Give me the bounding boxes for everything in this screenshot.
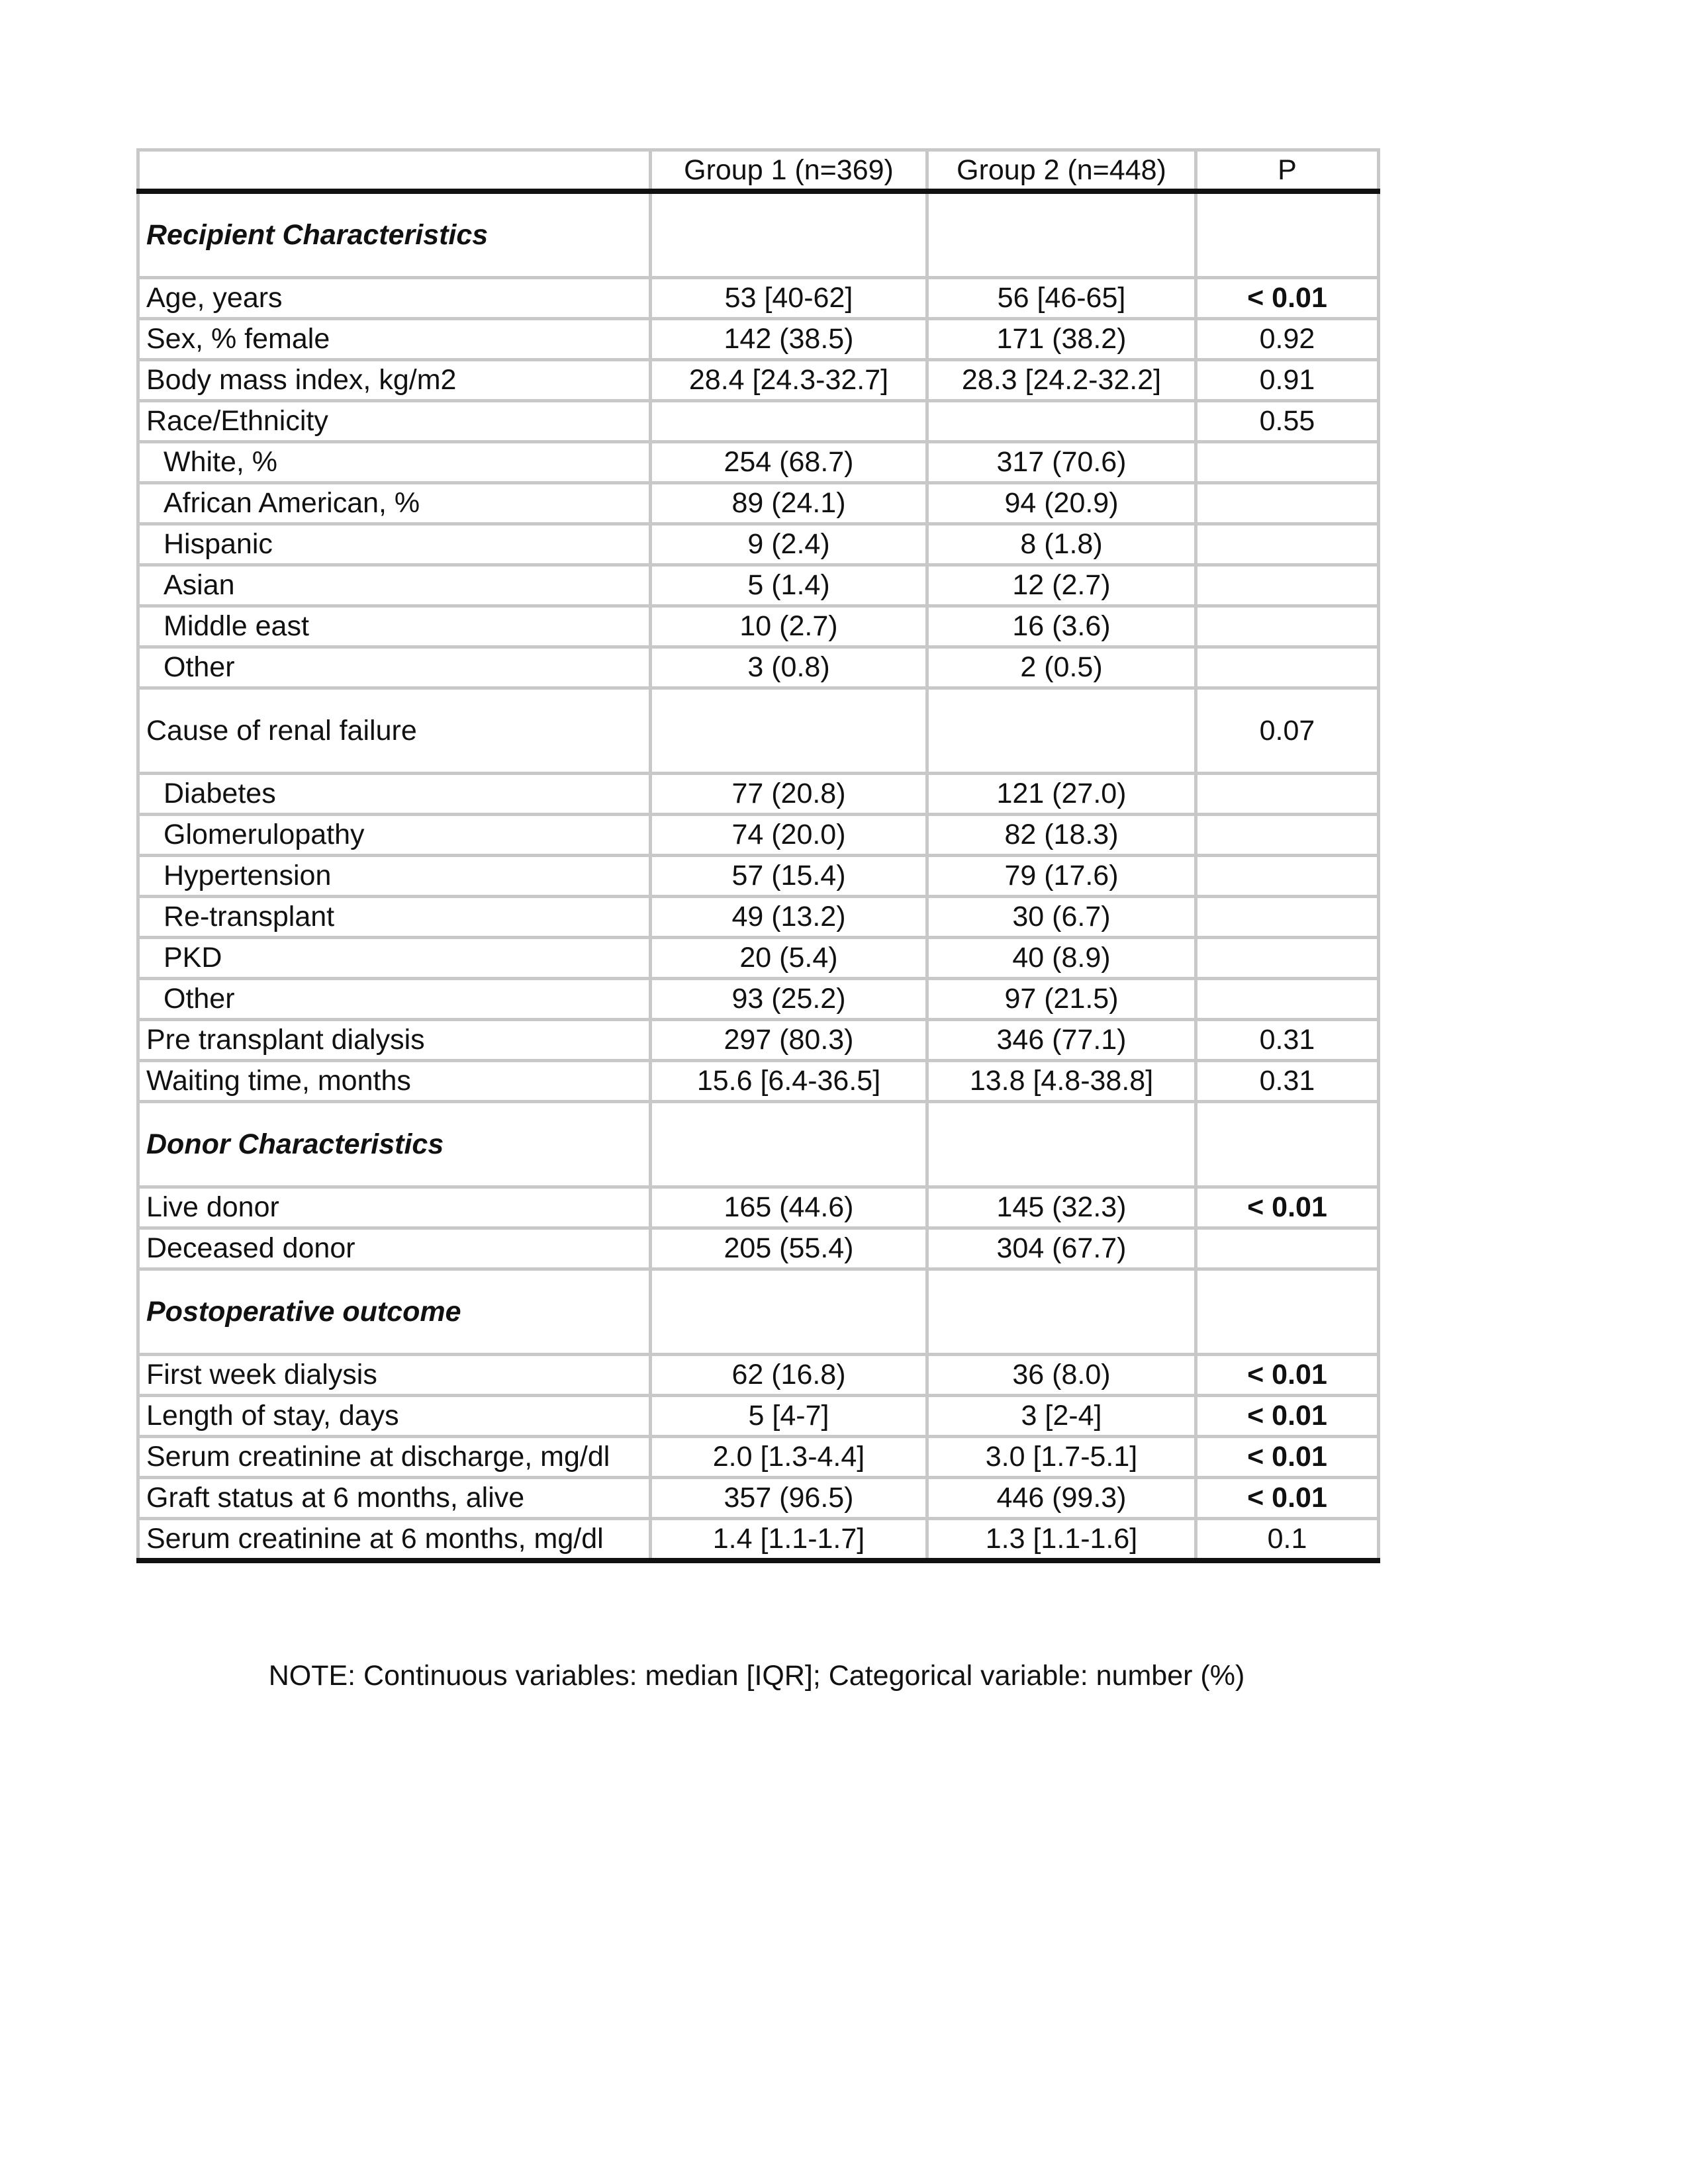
group-2-value-cell: 3.0 [1.7-5.1] [927, 1437, 1196, 1478]
group-1-value-cell: 297 (80.3) [651, 1020, 927, 1061]
p-value-cell [1196, 647, 1379, 688]
group-1-value-cell: 357 (96.5) [651, 1478, 927, 1519]
p-value-cell [1196, 897, 1379, 938]
p-value-cell [1196, 483, 1379, 524]
header-row [138, 150, 1379, 192]
p-value-cell: < 0.01 [1196, 1396, 1379, 1437]
group-1-value-cell: 15.6 [6.4-36.5] [651, 1061, 927, 1102]
p-value-cell: 0.07 [1196, 688, 1379, 774]
table-row [138, 524, 1379, 565]
group-2-value-cell: 304 (67.7) [927, 1228, 1196, 1269]
p-value-cell: 0.31 [1196, 1061, 1379, 1102]
table-body [138, 191, 1379, 1561]
row-label-cell: Hispanic [138, 524, 651, 565]
group-1-value-cell: 74 (20.0) [651, 815, 927, 856]
row-label-cell: Diabetes [138, 774, 651, 815]
group-2-value-cell: 446 (99.3) [927, 1478, 1196, 1519]
p-value-cell: 0.31 [1196, 1020, 1379, 1061]
group-1-value-cell: 77 (20.8) [651, 774, 927, 815]
table-header [138, 150, 1379, 192]
row-label-cell: African American, % [138, 483, 651, 524]
row-label-cell: Waiting time, months [138, 1061, 651, 1102]
table-row [138, 565, 1379, 606]
group-2-value-cell: 40 (8.9) [927, 938, 1196, 979]
p-value-cell [1196, 606, 1379, 647]
table-row [138, 815, 1379, 856]
table-row [138, 1437, 1379, 1478]
group-1-value-cell: 142 (38.5) [651, 319, 927, 360]
table-row [138, 401, 1379, 442]
section-header-row [138, 191, 1379, 278]
group-1-value-cell [651, 1102, 927, 1187]
group-2-value-cell: 12 (2.7) [927, 565, 1196, 606]
group-1-value-cell: 20 (5.4) [651, 938, 927, 979]
p-value-cell [1196, 1102, 1379, 1187]
section-header-row [138, 1269, 1379, 1355]
group-2-value-cell: 30 (6.7) [927, 897, 1196, 938]
p-value-cell [1196, 442, 1379, 483]
group-2-value-cell [927, 191, 1196, 278]
group-2-value-cell: 16 (3.6) [927, 606, 1196, 647]
row-label-cell: First week dialysis [138, 1355, 651, 1396]
group-1-value-cell: 10 (2.7) [651, 606, 927, 647]
group-2-value-cell [927, 1102, 1196, 1187]
group-2-value-cell: 97 (21.5) [927, 979, 1196, 1020]
row-label-cell: Live donor [138, 1187, 651, 1228]
table-row [138, 938, 1379, 979]
row-label-cell: Age, years [138, 278, 651, 319]
group-2-value-cell [927, 401, 1196, 442]
group-1-value-cell [651, 191, 927, 278]
p-value-cell: 0.92 [1196, 319, 1379, 360]
group-2-value-cell: 82 (18.3) [927, 815, 1196, 856]
row-label-cell: Re-transplant [138, 897, 651, 938]
p-value-cell [1196, 1269, 1379, 1355]
p-value-cell [1196, 856, 1379, 897]
section-header-row [138, 1102, 1379, 1187]
group-1-value-cell: 89 (24.1) [651, 483, 927, 524]
group-1-value-cell: 2.0 [1.3-4.4] [651, 1437, 927, 1478]
table-row [138, 483, 1379, 524]
row-label-cell: Other [138, 647, 651, 688]
group-2-value-cell: 171 (38.2) [927, 319, 1196, 360]
table-row [138, 1228, 1379, 1269]
group-1-value-cell: 53 [40-62] [651, 278, 927, 319]
group-1-value-cell [651, 401, 927, 442]
group-2-value-cell: 1.3 [1.1-1.6] [927, 1519, 1196, 1561]
row-label-cell: Recipient Characteristics [138, 191, 651, 278]
group-2-value-cell: 346 (77.1) [927, 1020, 1196, 1061]
table-row [138, 442, 1379, 483]
p-value-cell: < 0.01 [1196, 1355, 1379, 1396]
group-1-value-cell: 28.4 [24.3-32.7] [651, 360, 927, 401]
table-row [138, 979, 1379, 1020]
p-value-cell [1196, 815, 1379, 856]
group-1-value-cell: 1.4 [1.1-1.7] [651, 1519, 927, 1561]
row-label-cell: Pre transplant dialysis [138, 1020, 651, 1061]
group-2-value-cell [927, 688, 1196, 774]
group-2-value-cell: 145 (32.3) [927, 1187, 1196, 1228]
table-row [138, 278, 1379, 319]
group-2-value-cell: 317 (70.6) [927, 442, 1196, 483]
row-label-cell: Middle east [138, 606, 651, 647]
row-label-cell: Asian [138, 565, 651, 606]
p-value-cell: < 0.01 [1196, 278, 1379, 319]
p-value-cell: 0.91 [1196, 360, 1379, 401]
table-row [138, 1478, 1379, 1519]
table-row [138, 319, 1379, 360]
table-row [138, 897, 1379, 938]
group-1-value-cell: 62 (16.8) [651, 1355, 927, 1396]
row-label-cell: Deceased donor [138, 1228, 651, 1269]
p-value-cell: 0.1 [1196, 1519, 1379, 1561]
group-1-value-cell: 205 (55.4) [651, 1228, 927, 1269]
group-1-value-cell: 93 (25.2) [651, 979, 927, 1020]
group-1-value-cell: 165 (44.6) [651, 1187, 927, 1228]
header-cell-p-value: P [1196, 150, 1379, 192]
group-1-value-cell: 5 [4-7] [651, 1396, 927, 1437]
table-footnote: NOTE: Continuous variables: median [IQR]; Categorical variable: number (%) [268, 1660, 1245, 1692]
group-2-value-cell: 36 (8.0) [927, 1355, 1196, 1396]
table-row [138, 774, 1379, 815]
group-1-value-cell [651, 688, 927, 774]
group-2-value-cell: 3 [2-4] [927, 1396, 1196, 1437]
table-row [138, 1355, 1379, 1396]
group-2-value-cell: 79 (17.6) [927, 856, 1196, 897]
group-1-value-cell: 254 (68.7) [651, 442, 927, 483]
group-1-value-cell: 3 (0.8) [651, 647, 927, 688]
row-label-cell: Glomerulopathy [138, 815, 651, 856]
table-row [138, 647, 1379, 688]
group-2-value-cell: 56 [46-65] [927, 278, 1196, 319]
group-1-value-cell: 49 (13.2) [651, 897, 927, 938]
header-cell-group-1: Group 1 (n=369) [651, 150, 927, 192]
p-value-cell [1196, 1228, 1379, 1269]
row-label-cell: Graft status at 6 months, alive [138, 1478, 651, 1519]
p-value-cell [1196, 938, 1379, 979]
p-value-cell: < 0.01 [1196, 1478, 1379, 1519]
row-label-cell: White, % [138, 442, 651, 483]
group-2-value-cell [927, 1269, 1196, 1355]
group-2-value-cell: 94 (20.9) [927, 483, 1196, 524]
p-value-cell: < 0.01 [1196, 1437, 1379, 1478]
row-label-cell: Race/Ethnicity [138, 401, 651, 442]
row-label-cell: Body mass index, kg/m2 [138, 360, 651, 401]
p-value-cell [1196, 524, 1379, 565]
group-2-value-cell: 121 (27.0) [927, 774, 1196, 815]
header-cell-group-2: Group 2 (n=448) [927, 150, 1196, 192]
table-row [138, 1187, 1379, 1228]
group-2-value-cell: 8 (1.8) [927, 524, 1196, 565]
table-row [138, 1396, 1379, 1437]
row-label-cell: Serum creatinine at discharge, mg/dl [138, 1437, 651, 1478]
table-row [138, 1061, 1379, 1102]
group-2-value-cell: 13.8 [4.8-38.8] [927, 1061, 1196, 1102]
p-value-cell [1196, 979, 1379, 1020]
group-2-value-cell: 28.3 [24.2-32.2] [927, 360, 1196, 401]
row-label-cell: Serum creatinine at 6 months, mg/dl [138, 1519, 651, 1561]
table-row [138, 360, 1379, 401]
row-label-cell: Sex, % female [138, 319, 651, 360]
row-label-cell: Postoperative outcome [138, 1269, 651, 1355]
group-1-value-cell: 5 (1.4) [651, 565, 927, 606]
row-label-cell: Hypertension [138, 856, 651, 897]
row-label-cell: PKD [138, 938, 651, 979]
table-row [138, 606, 1379, 647]
group-1-value-cell: 9 (2.4) [651, 524, 927, 565]
table-row [138, 1020, 1379, 1061]
row-label-cell: Donor Characteristics [138, 1102, 651, 1187]
p-value-cell: < 0.01 [1196, 1187, 1379, 1228]
table-row [138, 688, 1379, 774]
group-1-value-cell: 57 (15.4) [651, 856, 927, 897]
characteristics-table [136, 148, 1380, 1563]
group-1-value-cell [651, 1269, 927, 1355]
p-value-cell [1196, 774, 1379, 815]
table-row [138, 856, 1379, 897]
row-label-cell: Other [138, 979, 651, 1020]
row-label-cell: Length of stay, days [138, 1396, 651, 1437]
p-value-cell [1196, 191, 1379, 278]
row-label-cell: Cause of renal failure [138, 688, 651, 774]
header-cell-label [138, 150, 651, 192]
group-2-value-cell: 2 (0.5) [927, 647, 1196, 688]
p-value-cell [1196, 565, 1379, 606]
table-row [138, 1519, 1379, 1561]
p-value-cell: 0.55 [1196, 401, 1379, 442]
